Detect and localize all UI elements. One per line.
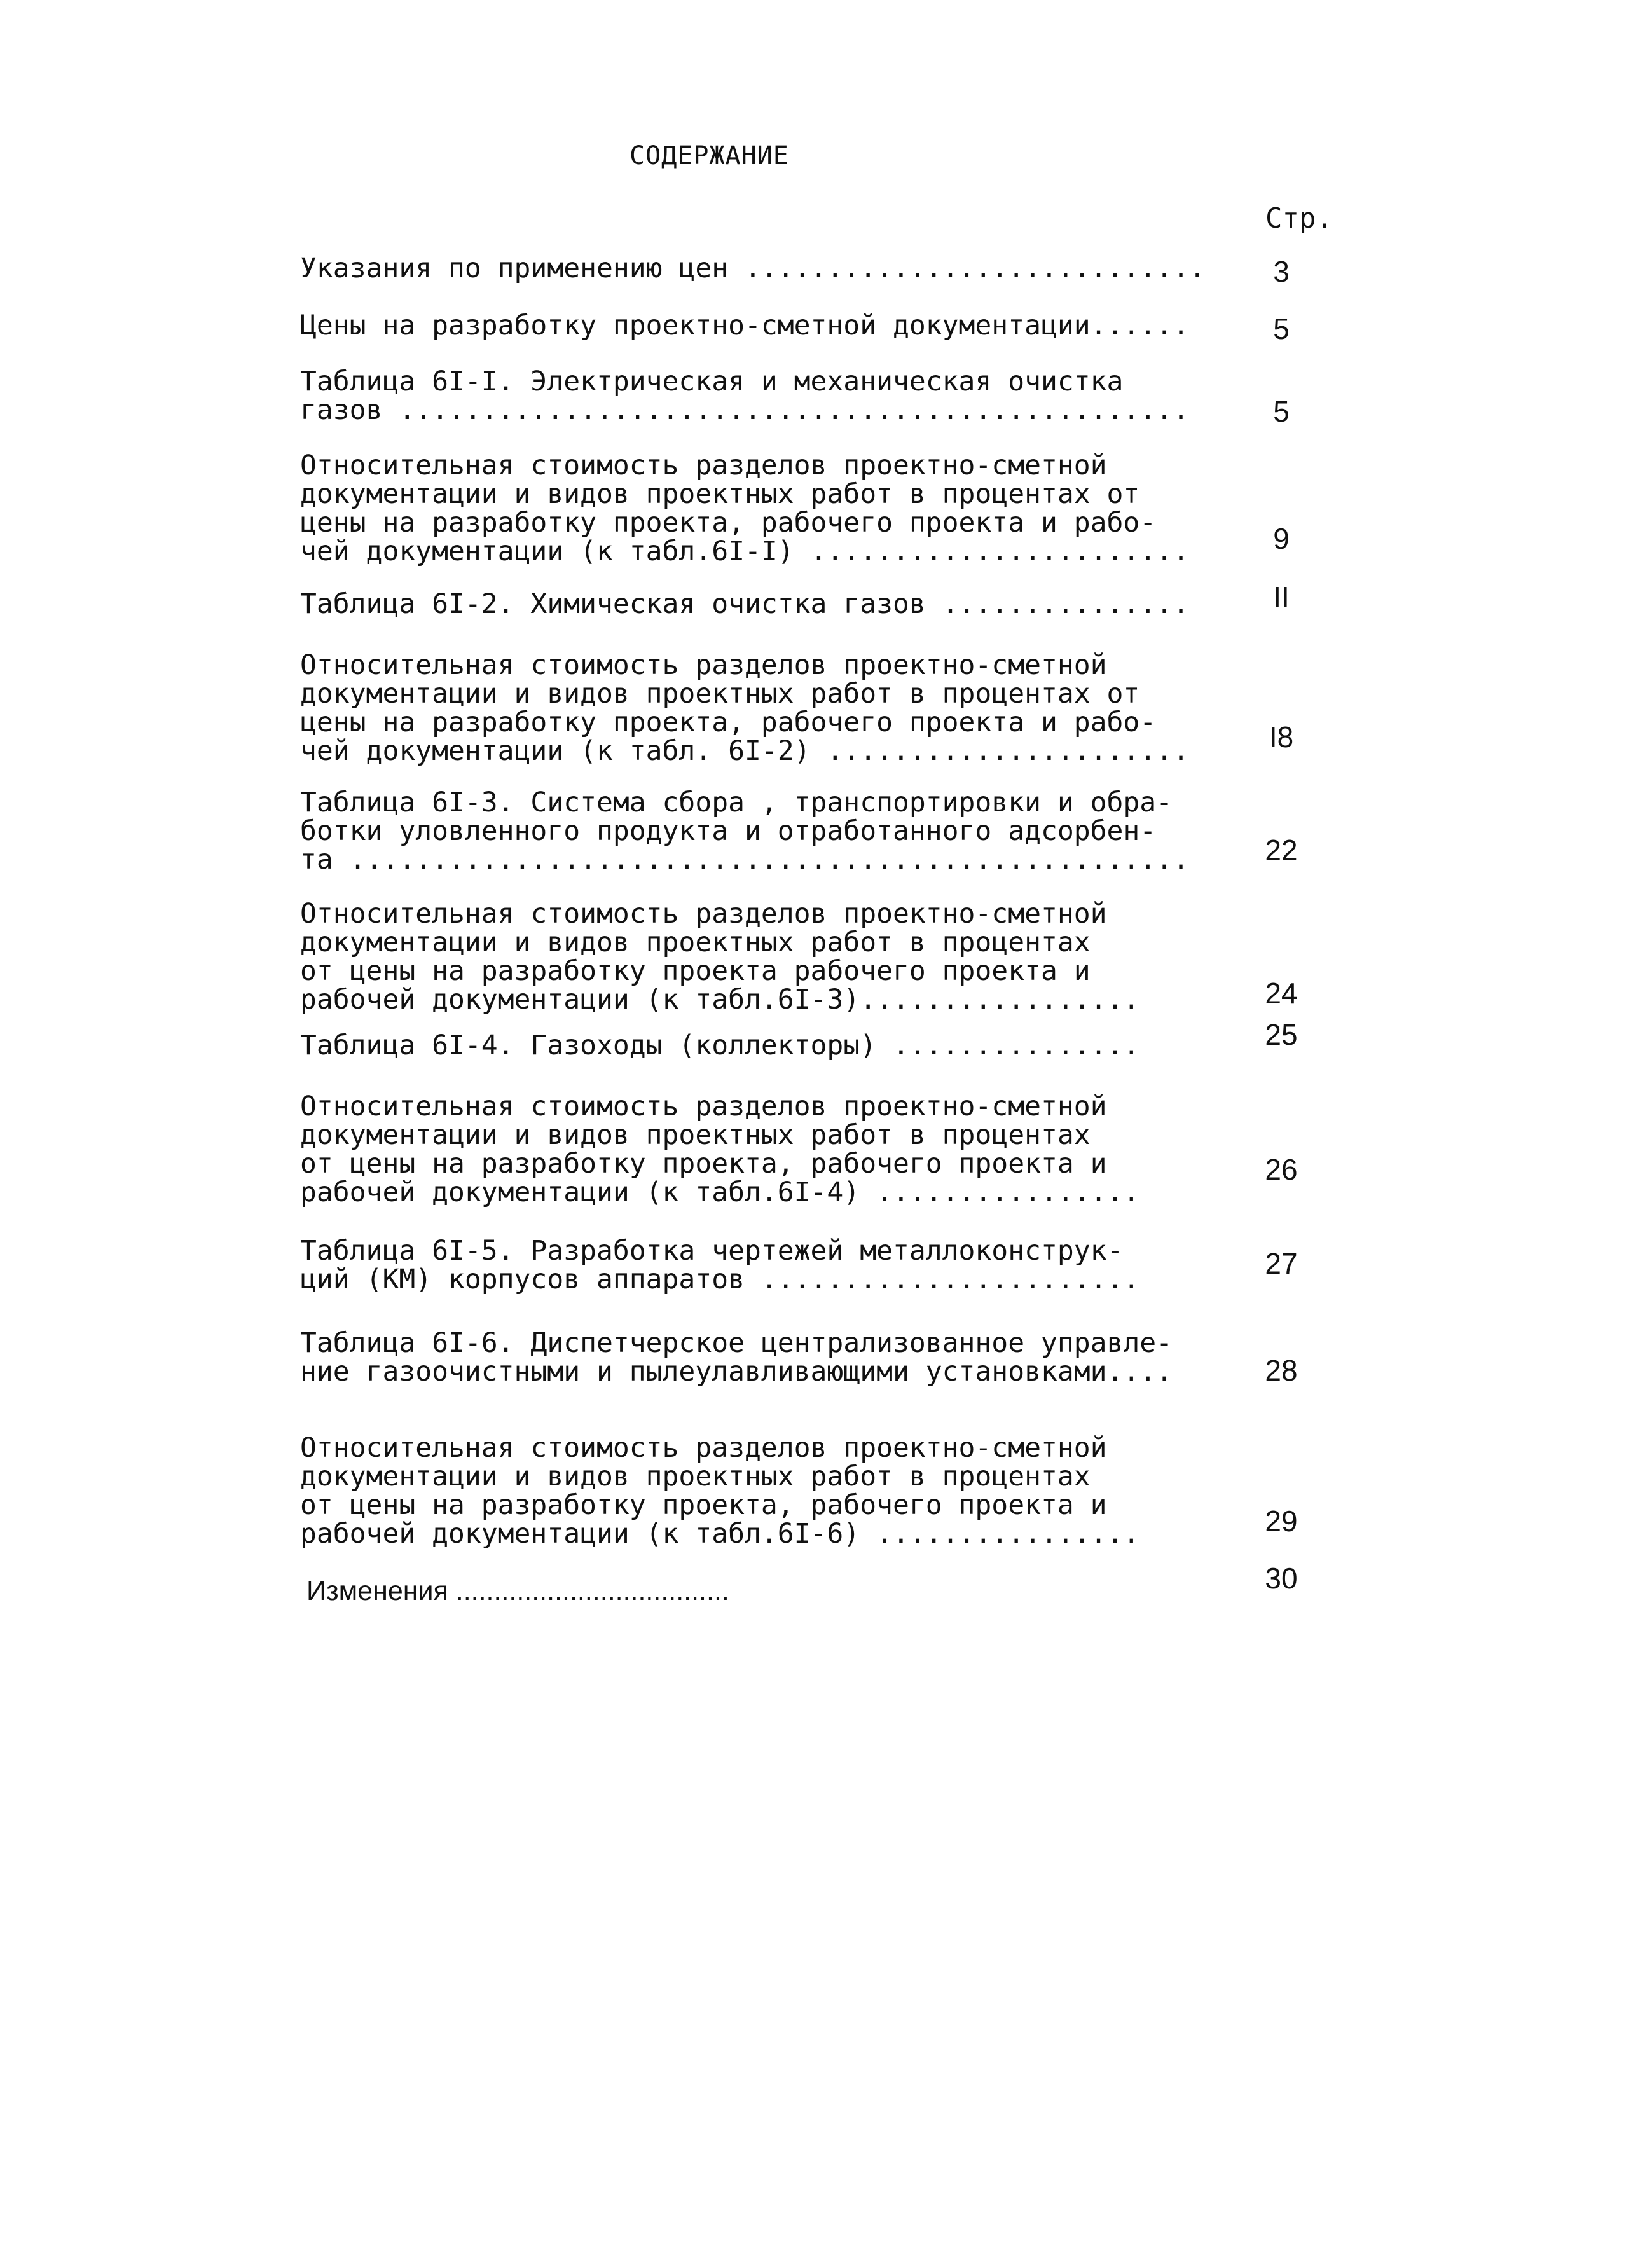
toc-entry-line: Таблица 6I-5. Разработка чертежей металлоконструк- bbox=[300, 1237, 1124, 1265]
toc-page-number: 5 bbox=[1273, 312, 1290, 345]
toc-entry-line: ций (КМ) корпусов аппаратов ....................... bbox=[300, 1265, 1140, 1294]
toc-entry-line: чей документации (к табл.6I-I) ....................... bbox=[300, 537, 1189, 566]
toc-entry-line: Таблица 6I-6. Диспетчерское централизованное управле- bbox=[300, 1329, 1173, 1358]
toc-entry bbox=[300, 590, 1229, 619]
page-column-header: Стр. bbox=[1265, 202, 1333, 235]
toc-page-number: II bbox=[1273, 581, 1290, 614]
toc-page-number: 22 bbox=[1265, 834, 1298, 867]
toc-entry bbox=[300, 312, 1229, 340]
toc-entry-line: цены на разработку проекта, рабочего проекта и рабо- bbox=[300, 708, 1157, 737]
toc-entry-line: Таблица 6I-I. Электрическая и механическая очистка bbox=[300, 368, 1124, 396]
toc-page-number: 30 bbox=[1265, 1562, 1298, 1595]
toc-entry bbox=[300, 254, 1229, 283]
toc-entry-line: Относительная стоимость разделов проектно-сметной bbox=[300, 1092, 1107, 1121]
toc-entry bbox=[300, 368, 1229, 425]
toc-entry-line: документации и видов проектных работ в процентах bbox=[300, 1121, 1091, 1150]
toc-entry bbox=[300, 651, 1229, 766]
toc-entry-line: документации и видов проектных работ в процентах от bbox=[300, 680, 1140, 708]
toc-entry-line: Изменения .................................... bbox=[306, 1577, 729, 1606]
toc-entry bbox=[300, 1092, 1229, 1207]
toc-entry-line: чей документации (к табл. 6I-2) ...................... bbox=[300, 737, 1189, 766]
toc-entry-line: от цены на разработку проекта, рабочего проекта и bbox=[300, 1150, 1107, 1178]
toc-entry-line: Относительная стоимость разделов проектно-сметной bbox=[300, 900, 1107, 928]
toc-entry-line: документации и видов проектных работ в процентах bbox=[300, 1463, 1091, 1491]
toc-entry-line: Таблица 6I-4. Газоходы (коллекторы) ............... bbox=[300, 1031, 1140, 1060]
toc-entry bbox=[300, 1329, 1229, 1386]
toc-entry-line: от цены на разработку проекта рабочего проекта и bbox=[300, 957, 1091, 986]
toc-entry-line: рабочей документации (к табл.6I-4) ................ bbox=[300, 1178, 1140, 1207]
toc-entry-line: цены на разработку проекта, рабочего проекта и рабо- bbox=[300, 509, 1157, 537]
toc-entry-line: та ................................................... bbox=[300, 846, 1189, 874]
toc-page-number: 24 bbox=[1265, 977, 1298, 1010]
toc-page-number: I8 bbox=[1269, 720, 1294, 754]
toc-entry-line: рабочей документации (к табл.6I-3)................. bbox=[300, 986, 1140, 1014]
toc-page-number: 5 bbox=[1273, 395, 1290, 428]
toc-entry-line: Таблица 6I-2. Химическая очистка газов ............... bbox=[300, 590, 1189, 619]
toc-entry-line: от цены на разработку проекта, рабочего проекта и bbox=[300, 1491, 1107, 1520]
toc-page-number: 9 bbox=[1273, 522, 1290, 555]
toc-entry bbox=[300, 1434, 1229, 1548]
toc-page-number: 3 bbox=[1273, 255, 1290, 288]
toc-entry-line: документации и видов проектных работ в процентах от bbox=[300, 480, 1140, 509]
toc-page-number: 25 bbox=[1265, 1018, 1298, 1051]
toc-entry-line: газов ................................................ bbox=[300, 396, 1189, 425]
toc-entry-line: Относительная стоимость разделов проектно-сметной bbox=[300, 1434, 1107, 1463]
toc-entry-line: ботки уловленного продукта и отработанного адсорбен- bbox=[300, 817, 1157, 846]
toc-entry-line: Таблица 6I-3. Система сбора , транспортировки и обра- bbox=[300, 789, 1173, 817]
page-title: СОДЕРЖАНИЕ bbox=[630, 141, 789, 170]
toc-entry-line: Относительная стоимость разделов проектно-сметной bbox=[300, 651, 1107, 680]
toc-entry bbox=[300, 451, 1229, 566]
toc-entry-line: Указания по применению цен ............................ bbox=[300, 254, 1206, 283]
toc-entry-line: документации и видов проектных работ в процентах bbox=[300, 928, 1091, 957]
toc-entry-line: Относительная стоимость разделов проектно-сметной bbox=[300, 451, 1107, 480]
toc-entry bbox=[300, 1237, 1229, 1294]
toc-page-number: 29 bbox=[1265, 1505, 1298, 1538]
toc-page-number: 28 bbox=[1265, 1354, 1298, 1387]
toc-entry-line: ние газоочистными и пылеулавливающими установками.... bbox=[300, 1358, 1173, 1386]
toc-entry-line: Цены на разработку проектно-сметной документации...... bbox=[300, 312, 1189, 340]
toc-entry bbox=[300, 1031, 1229, 1060]
toc-page-number: 27 bbox=[1265, 1247, 1298, 1280]
toc-entry-line: рабочей документации (к табл.6I-6) ................ bbox=[300, 1520, 1140, 1548]
toc-page-number: 26 bbox=[1265, 1153, 1298, 1186]
toc-entry bbox=[300, 789, 1229, 874]
toc-entry bbox=[306, 1577, 1235, 1606]
toc-entry bbox=[300, 900, 1229, 1014]
